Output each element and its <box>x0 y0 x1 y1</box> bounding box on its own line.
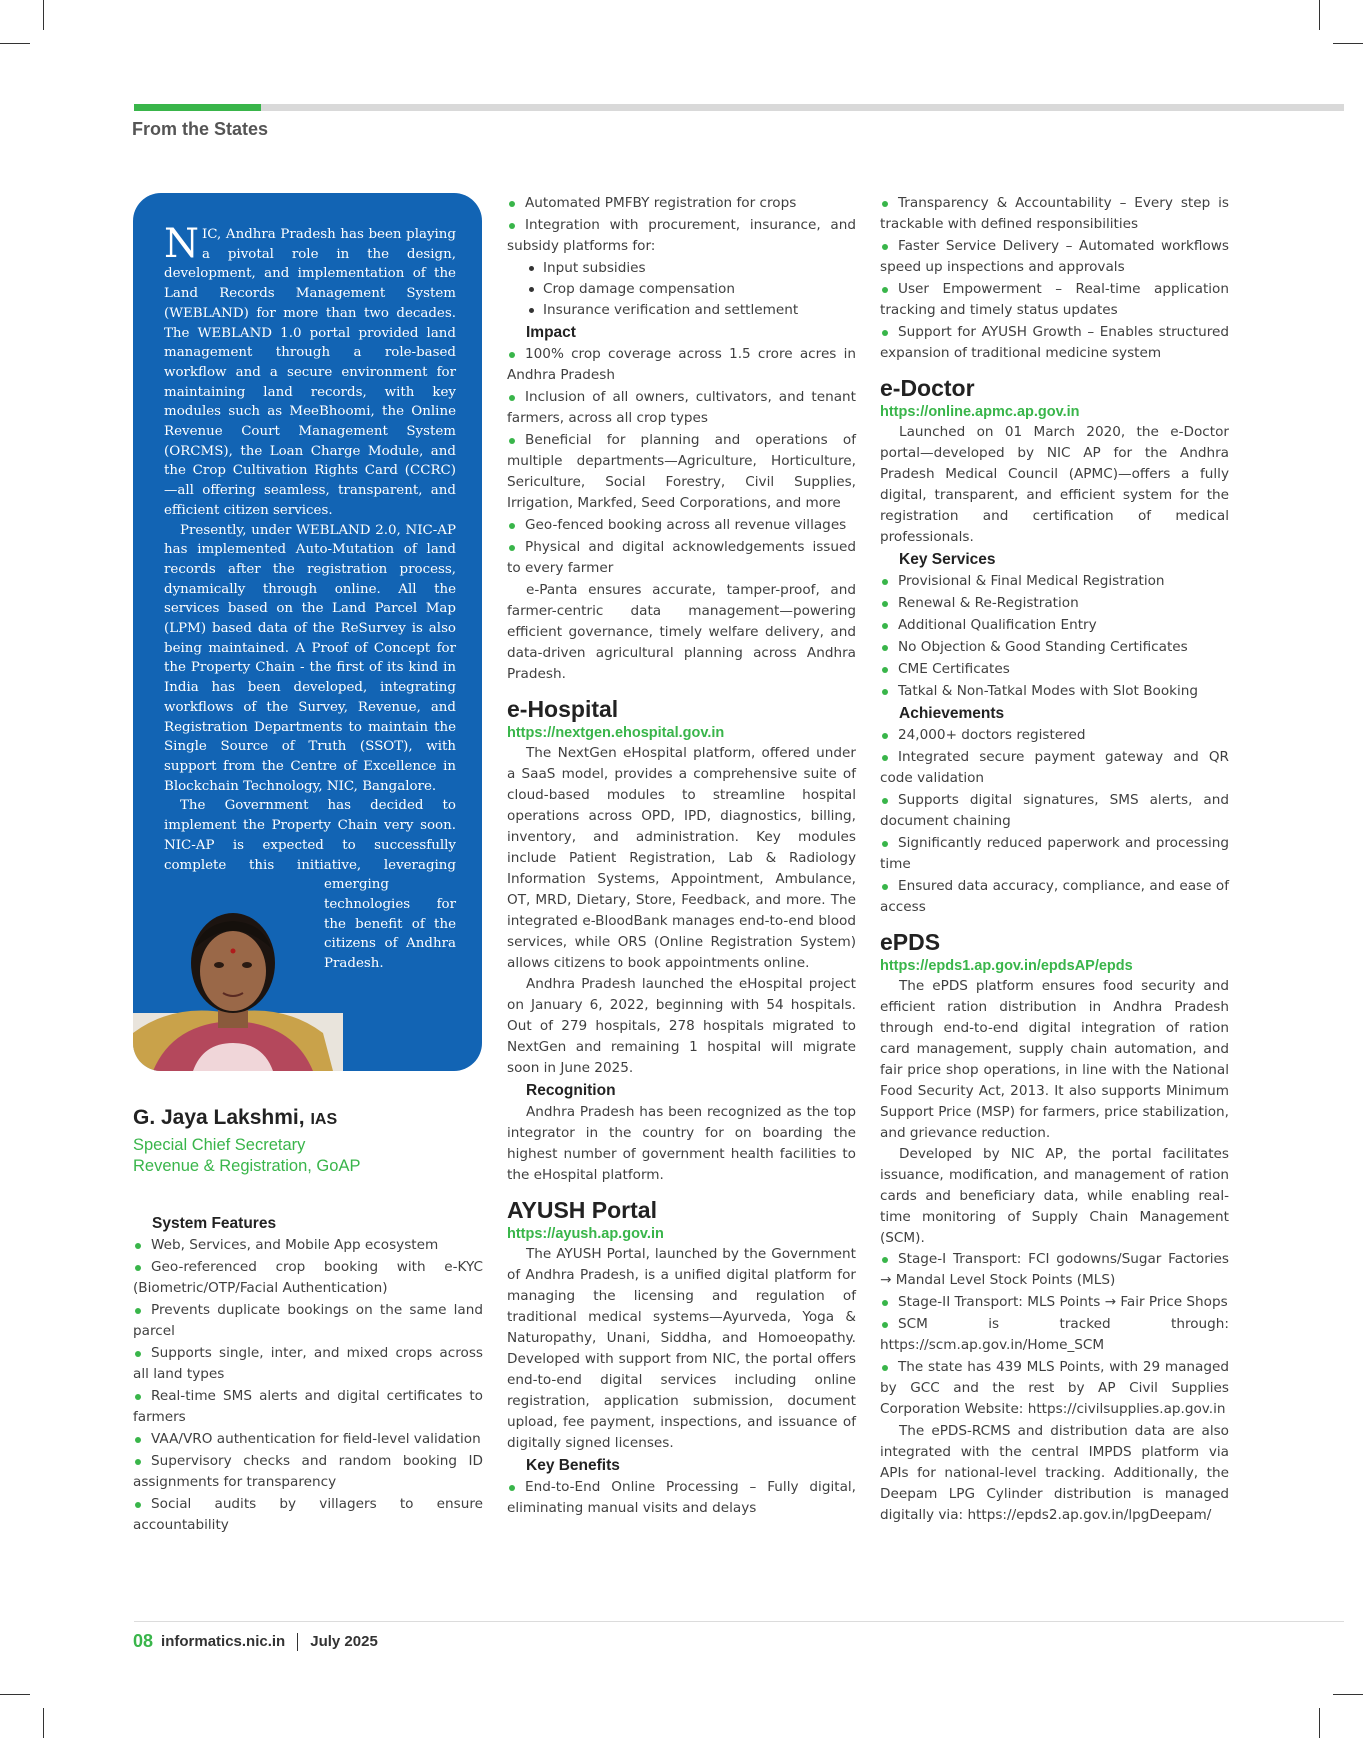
header-bar <box>134 104 1344 111</box>
intro-paragraph: Presently, under WEBLAND 2.0, NIC-AP has implemented Auto-Mutation of land records after the registration process, dynamically through online. All the services based on the Land Parcel Map (LPM) based data of the ReSurvey is also being maintained. A Proof of Concept for the Property Chain - the first of its kind in India has been developed, integrating workflows of the Survey, Revenue, and Registration Departments to maintain the Single Source of Truth (SSOT), with support from the Centre of Excellence in Blockchain Technology, NIC, Bangalore. <box>164 522 456 794</box>
list-item: Supervisory checks and random booking ID assignments for transparency <box>133 1451 483 1493</box>
list-item: No Objection & Good Standing Certificates <box>880 637 1229 658</box>
list-item: Supports single, inter, and mixed crops across all land types <box>133 1343 483 1385</box>
crop-mark <box>1333 1694 1363 1695</box>
epanta-list <box>507 193 856 257</box>
column-2 <box>507 193 856 1520</box>
person-title <box>133 1135 360 1177</box>
ehospital-title: e-Hospital <box>507 696 619 722</box>
list-item: Transparency & Accountability – Every step is trackable with defined responsibilities <box>880 193 1229 235</box>
key-services-list <box>880 571 1229 702</box>
ayush-paragraph: The AYUSH Portal, launched by the Government of Andhra Pradesh, is a unified digital platform for managing the licensing and regulation of traditional medical systems—Ayurveda, Yoga & Naturopathy, Unani, Siddha, and Homoeopathy. Developed with support from NIC, the portal offers end-to-end digital services including online registration, application submission, document upload, fee payment, inspections, and issuance of digitally signed licenses. <box>507 1246 856 1451</box>
key-services-heading: Key Services <box>899 551 996 568</box>
list-item: Provisional & Final Medical Registration <box>880 571 1229 592</box>
list-item: 24,000+ doctors registered <box>880 725 1229 746</box>
list-item: Real-time SMS alerts and digital certificates to farmers <box>133 1386 483 1428</box>
edoctor-paragraph: Launched on 01 March 2020, the e-Doctor portal—developed by NIC AP for the Andhra Pradesh Medical Council (APMC)—offers a fully digital, transparent, and efficient system for the registration and certification of medical professionals. <box>880 424 1229 545</box>
list-item: Prevents duplicate bookings on the same land parcel <box>133 1300 483 1342</box>
ayush-benefits-list <box>880 193 1229 364</box>
footer-site[interactable]: informatics.nic.in <box>161 1633 286 1650</box>
crop-mark <box>0 1694 30 1695</box>
list-item: SCM is tracked through: https://scm.ap.gov.in/Home_SCM <box>880 1314 1229 1356</box>
list-item: Web, Services, and Mobile App ecosystem <box>133 1235 483 1256</box>
crop-mark <box>43 1708 44 1738</box>
list-item: The state has 439 MLS Points, with 29 managed by GCC and the rest by AP Civil Supplies Corporation Website: https://civilsupplies.ap.gov.in <box>880 1357 1229 1420</box>
list-item: Stage-I Transport: FCI godowns/Sugar Factories → Mandal Level Stock Points (MLS) <box>880 1249 1229 1291</box>
ehospital-paragraph: Andhra Pradesh launched the eHospital project on January 6, 2022, beginning with 54 hospitals. Out of 279 hospitals, 278 hospitals migrated to NextGen and remaining 1 hospital will migrate soon in June 2025. <box>507 976 856 1076</box>
crop-mark <box>1333 43 1363 44</box>
header-accent <box>134 104 261 111</box>
list-item: Additional Qualification Entry <box>880 615 1229 636</box>
list-item: Faster Service Delivery – Automated workflows speed up inspections and approvals <box>880 236 1229 278</box>
list-item: Beneficial for planning and operations of multiple departments—Agriculture, Horticulture, Sericulture, Social Forestry, Civil Supplies, Irrigation, Markfed, Seed Corporations, and more <box>507 430 856 514</box>
intro-p1: IC, Andhra Pradesh has been playing a pivotal role in the design, development, and implementation of the Land Records Management System (WEBLAND) for more than two decades. The WEBLAND 1.0 portal provided land management through a role-based workflow and a secure environment for maintaining land records, with key modules such as MeeBhoomi, the Online Revenue Court Management System (ORCMS), the Loan Charge Module, and the Crop Cultivation Rights Card (CCRC)—all offering seamless, transparent, and efficient citizen services. <box>164 227 456 518</box>
key-benefits-heading: Key Benefits <box>526 1457 620 1474</box>
column-1 <box>133 1212 483 1537</box>
list-item: Supports digital signatures, SMS alerts, and document chaining <box>880 790 1229 832</box>
impact-list <box>507 344 856 579</box>
list-item: Automated PMFBY registration for crops <box>507 193 856 214</box>
list-item: Inclusion of all owners, cultivators, and tenant farmers, across all crop types <box>507 387 856 429</box>
list-item: Stage-II Transport: MLS Points → Fair Price Shops <box>880 1292 1229 1313</box>
epanta-paragraph: e-Panta ensures accurate, tamper-proof, and farmer-centric data management—powering efficient governance, timely welfare delivery, and data-driven agricultural planning across Andhra Pradesh. <box>507 582 856 682</box>
person-title-line: Revenue & Registration, GoAP <box>133 1157 361 1175</box>
page-number: 08 <box>133 1631 154 1651</box>
intro-p3: The Government has decided to implement the Property Chain very soon. NIC-AP is expected to successfully complete this initiative, leveraging emerging technologies for the benefit of the citizens of Andhra Pradesh. <box>164 798 456 972</box>
list-item: Significantly reduced paperwork and processing time <box>880 833 1229 875</box>
crop-mark <box>0 43 30 44</box>
person-name-text: G. Jaya Lakshmi, <box>133 1106 305 1129</box>
list-item: End-to-End Online Processing – Fully digital, eliminating manual visits and delays <box>507 1477 856 1519</box>
list-item: Ensured data accuracy, compliance, and ease of access <box>880 876 1229 918</box>
recognition-paragraph: Andhra Pradesh has been recognized as the top integrator in the country for on boarding the highest number of government health facilities to the eHospital platform. <box>507 1104 856 1183</box>
list-item: CME Certificates <box>880 659 1229 680</box>
list-item: Insurance verification and settlement <box>525 300 856 321</box>
person-name <box>133 1106 337 1130</box>
list-item: 100% crop coverage across 1.5 crore acres in Andhra Pradesh <box>507 344 856 386</box>
ehospital-link[interactable]: https://nextgen.ehospital.gov.in <box>507 725 725 741</box>
ayush-link[interactable]: https://ayush.ap.gov.in <box>507 1226 664 1242</box>
footer-issue: July 2025 <box>310 1633 378 1650</box>
system-features-heading: System Features <box>152 1215 277 1232</box>
epds-list <box>880 1249 1229 1420</box>
epds-link[interactable]: https://epds1.ap.gov.in/epdsAP/epds <box>880 958 1133 974</box>
achievements-list <box>880 725 1229 918</box>
crop-mark <box>1319 1708 1320 1738</box>
ayush-title: AYUSH Portal <box>507 1197 657 1223</box>
recognition-heading: Recognition <box>526 1082 616 1099</box>
list-item: Integration with procurement, insurance, and subsidy platforms for: <box>507 215 856 257</box>
list-item: Geo-fenced booking across all revenue villages <box>507 515 856 536</box>
list-item: User Empowerment – Real-time application tracking and timely status updates <box>880 279 1229 321</box>
edoctor-link[interactable]: https://online.apmc.ap.gov.in <box>880 404 1080 420</box>
sub-list <box>507 258 856 321</box>
list-item: Social audits by villagers to ensure accountability <box>133 1494 483 1536</box>
ehospital-paragraph: The NextGen eHospital platform, offered under a SaaS model, provides a comprehensive suite of cloud-based modules to streamline hospital operations across OPD, IPD, diagnostics, billing, inventory, and administration. Key modules include Patient Registration, Lab & Radiology Information Systems, Appointment, Ambulance, OT, MRD, Dietary, Store, Feedback, and more. The integrated e-BloodBank manages end-to-end blood services, while ORS (Online Registration System) allows citizens to book appointments online. <box>507 745 856 971</box>
edoctor-title: e-Doctor <box>880 375 975 401</box>
portrait-photo <box>133 893 343 1071</box>
epds-title: ePDS <box>880 929 941 955</box>
achievements-heading: Achievements <box>899 705 1005 722</box>
footer <box>133 1631 378 1652</box>
crop-mark <box>43 0 44 30</box>
impact-heading: Impact <box>526 324 576 341</box>
footer-divider <box>134 1621 1344 1622</box>
list-item: Input subsidies <box>525 258 856 279</box>
list-item: Geo-referenced crop booking with e-KYC (Biometric/OTP/Facial Authentication) <box>133 1257 483 1299</box>
list-item: Support for AYUSH Growth – Enables structured expansion of traditional medicine system <box>880 322 1229 364</box>
key-benefits-list <box>507 1477 856 1519</box>
list-item: Physical and digital acknowledgements issued to every farmer <box>507 537 856 579</box>
list-item: Crop damage compensation <box>525 279 856 300</box>
person-title-line: Special Chief Secretary <box>133 1136 306 1154</box>
list-item: Tatkal & Non-Tatkal Modes with Slot Booking <box>880 681 1229 702</box>
intro-paragraph <box>164 221 456 521</box>
drop-cap: N <box>164 221 199 267</box>
list-item: Integrated secure payment gateway and QR code validation <box>880 747 1229 789</box>
column-3 <box>880 193 1229 1526</box>
system-features-list <box>133 1235 483 1536</box>
epds-paragraph: The ePDS-RCMS and distribution data are also integrated with the central IMPDS platform via APIs for national-level tracking. Additionally, the Deepam LPG Cylinder distribution is managed digitally via: https://epds2.ap.gov.in/lpgDeepam/ <box>880 1423 1229 1523</box>
crop-mark <box>1319 0 1320 30</box>
person-suffix: IAS <box>310 1111 338 1128</box>
epds-paragraph: The ePDS platform ensures food security and efficient ration distribution in Andhra Pradesh through end-to-end digital integration of ration card management, supply chain automation, and fair price shop operations, in line with the National Food Security Act, 2013. It also supports Minimum Support Price (MSP) for farmers, price stabilization, and grievance reduction. <box>880 978 1229 1141</box>
epds-paragraph: Developed by NIC AP, the portal facilitates issuance, modification, and management of ration cards and beneficiary data, while enabling real-time monitoring of Supply Chain Management (SCM). <box>880 1146 1229 1246</box>
list-item: Renewal & Re-Registration <box>880 593 1229 614</box>
intro-box <box>133 193 482 1071</box>
list-item: VAA/VRO authentication for field-level validation <box>133 1429 483 1450</box>
footer-separator <box>297 1633 298 1651</box>
section-label: From the States <box>132 119 269 139</box>
